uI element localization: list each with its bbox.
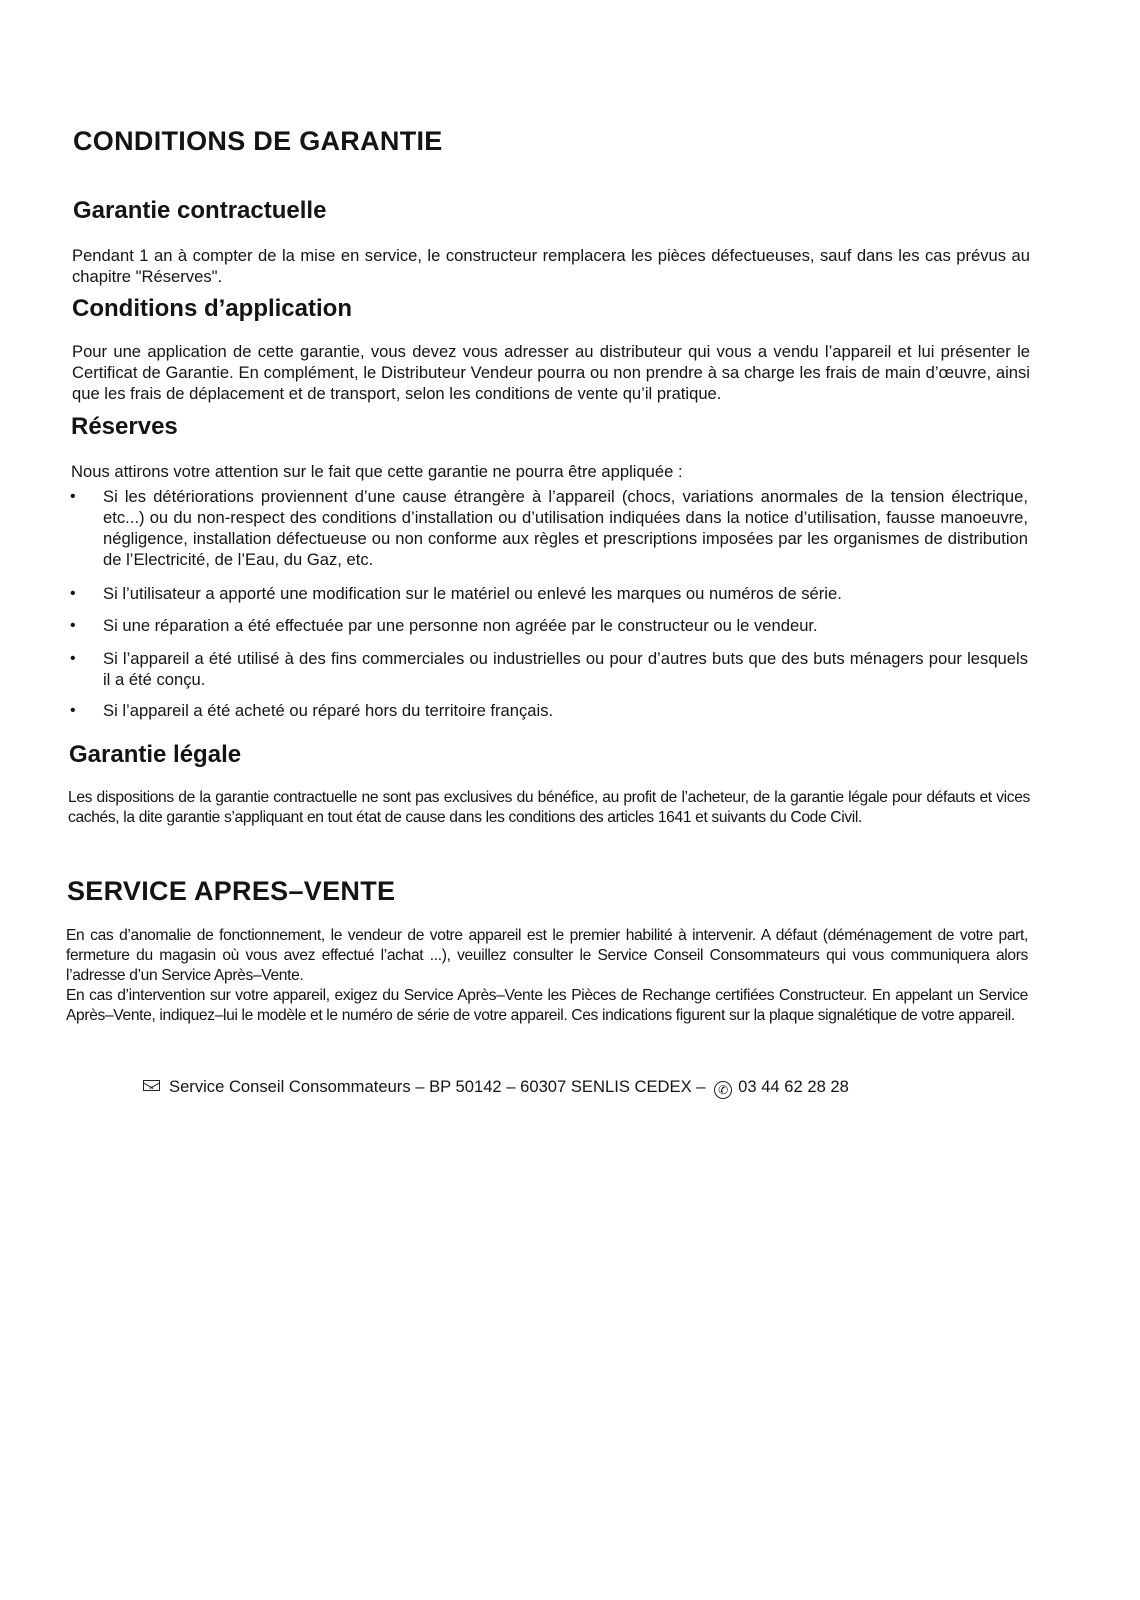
bullet-icon: • <box>70 617 76 634</box>
contact-address: Service Conseil Consommateurs – BP 50142 – 60307 SENLIS CEDEX – <box>169 1077 706 1096</box>
heading-conditions-application: Conditions d’application <box>72 295 352 322</box>
heading-garantie-contractuelle: Garantie contractuelle <box>73 197 327 224</box>
bullet-icon: • <box>70 585 76 602</box>
bullet-icon: • <box>70 650 76 667</box>
list-item-text: Si l’appareil a été utilisé à des fins commerciales ou industrielles ou pour d’autres buts que des buts ménagers pour lesquels il a été conçu. <box>103 649 1028 689</box>
phone-icon: ✆ <box>714 1081 732 1099</box>
paragraph-conditions-application: Pour une application de cette garantie, vous devez vous adresser au distributeur qui vous a vendu l’appareil et lui présenter le Certificat de Garantie. En complément, le Distributeur Vendeur pourra ou non prendre à sa charge les frais de main d’œuvre, ainsi que les frais de déplacement et de transport, selon les conditions de vente qu’il pratique. <box>72 342 1030 403</box>
heading-reserves: Réserves <box>71 413 178 440</box>
list-item-text: Si les détériorations proviennent d’une cause étrangère à l’appareil (chocs, variations anormales de la tension électrique, etc...) ou du non-respect des conditions d’installation ou d’utilisation indiquées dans la notice d’utilisation, fausse manoeuvre, négligence, installation défectueuse ou non conforme aux règles et prescriptions imposées par les organismes de distribution de l’Electricité, de l’Eau, du Gaz, etc. <box>103 487 1028 569</box>
heading-garantie-legale: Garantie légale <box>69 741 242 768</box>
list-item-text: Si une réparation a été effectuée par une personne non agréée par le constructeur ou le vendeur. <box>103 616 818 635</box>
paragraph-service-apres-vente-1: En cas d’anomalie de fonctionnement, le vendeur de votre appareil est le premier habilité à intervenir. A défaut (déménagement de votre part, fermeture du magasin où vous avez effectué l’achat ...), veuillez consulter le Service Conseil Consommateurs qui vous communiquera alors l’adresse d’un Service Après–Vente. <box>66 927 1028 984</box>
list-item-text: Si l’utilisateur a apporté une modification sur le matériel ou enlevé les marques ou numéros de série. <box>103 584 842 603</box>
bullet-icon: • <box>70 702 76 719</box>
envelope-icon <box>143 1080 160 1091</box>
paragraph-garantie-contractuelle: Pendant 1 an à compter de la mise en service, le constructeur remplacera les pièces défectueuses, sauf dans les cas prévus au chapitre "Réserves". <box>72 246 1030 286</box>
page-title: CONDITIONS DE GARANTIE <box>73 126 443 156</box>
bullet-icon: • <box>70 488 76 505</box>
paragraph-garantie-legale: Les dispositions de la garantie contractuelle ne sont pas exclusives du bénéfice, au profit de l’acheteur, de la garantie légale pour défauts et vices cachés, la dite garantie s’appliquant en tout état de cause dans les conditions des articles 1641 et suivants du Code Civil. <box>68 789 1030 826</box>
contact-phone: 03 44 62 28 28 <box>738 1077 849 1096</box>
contact-line <box>143 1076 849 1099</box>
paragraph-reserves-intro: Nous attirons votre attention sur le fait que cette garantie ne pourra être appliquée : <box>71 462 683 481</box>
list-item-text: Si l’appareil a été acheté ou réparé hors du territoire français. <box>103 701 554 720</box>
section-title-service-apres-vente: SERVICE APRES–VENTE <box>67 876 396 906</box>
paragraph-service-apres-vente-2: En cas d’intervention sur votre appareil, exigez du Service Après–Vente les Pièces de Rechange certifiées Constructeur. En appelant un Service Après–Vente, indiquez–lui le modèle et le numéro de série de votre appareil. Ces indications figurent sur la plaque signalétique de votre appareil. <box>66 987 1028 1024</box>
